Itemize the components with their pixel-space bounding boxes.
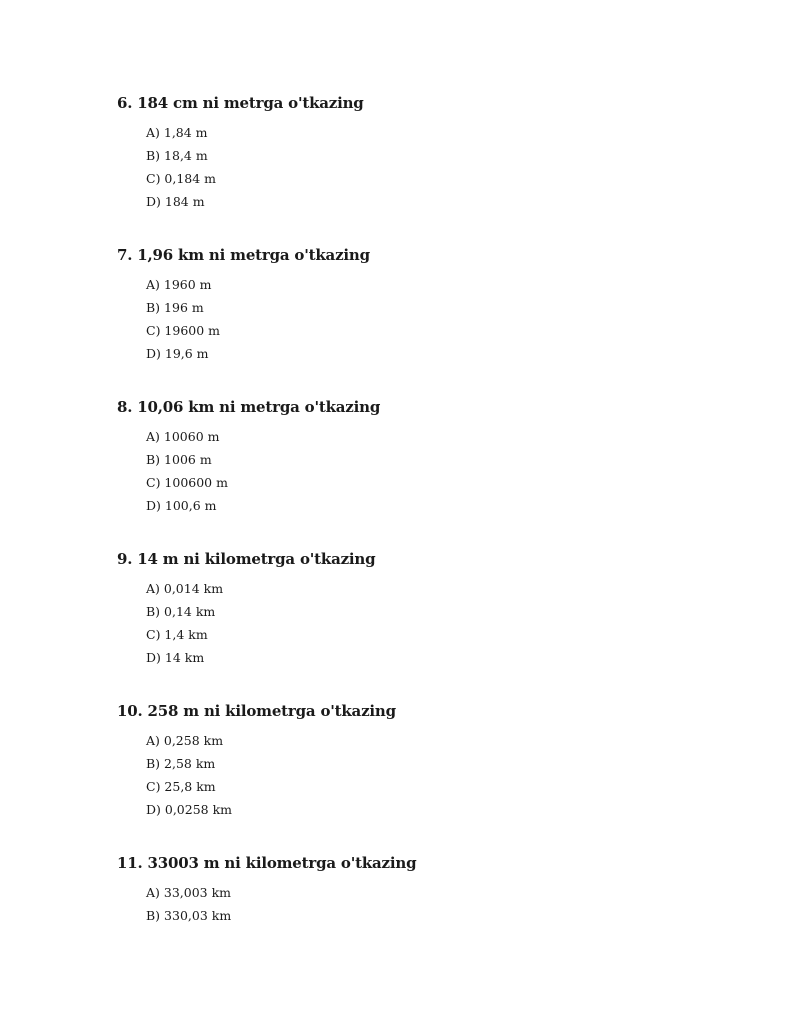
question-title: 11. 33003 m ni kilometrga o'tkazing bbox=[117, 854, 417, 872]
option-a: A) 1960 m bbox=[146, 277, 212, 292]
option-b: B) 330,03 km bbox=[146, 908, 232, 923]
option-d: D) 100,6 m bbox=[146, 498, 217, 513]
options-list bbox=[117, 729, 717, 821]
options-list bbox=[117, 273, 717, 365]
question-title: 6. 184 cm ni metrga o'tkazing bbox=[117, 94, 364, 112]
options-list bbox=[117, 577, 717, 669]
option-c: C) 1,4 km bbox=[146, 627, 208, 642]
option-b: B) 18,4 m bbox=[146, 148, 208, 163]
option-c: C) 0,184 m bbox=[146, 171, 217, 186]
option-b: B) 196 m bbox=[146, 300, 204, 315]
option-a: A) 10060 m bbox=[146, 429, 220, 444]
question-8 bbox=[117, 397, 717, 517]
question-title: 8. 10,06 km ni metrga o'tkazing bbox=[117, 398, 381, 416]
options-list bbox=[117, 425, 717, 517]
option-d: D) 0,0258 km bbox=[146, 802, 233, 817]
option-c: C) 100600 m bbox=[146, 475, 228, 490]
option-d: D) 19,6 m bbox=[146, 346, 209, 361]
question-7 bbox=[117, 245, 717, 365]
option-d: D) 184 m bbox=[146, 194, 205, 209]
option-a: A) 1,84 m bbox=[146, 125, 208, 140]
option-c: C) 25,8 km bbox=[146, 779, 216, 794]
question-9 bbox=[117, 549, 717, 669]
option-a: A) 0,014 km bbox=[146, 581, 224, 596]
option-c: C) 19600 m bbox=[146, 323, 221, 338]
question-10 bbox=[117, 701, 717, 821]
question-title: 10. 258 m ni kilometrga o'tkazing bbox=[117, 702, 396, 720]
option-d: D) 14 km bbox=[146, 650, 205, 665]
question-11 bbox=[117, 853, 717, 927]
question-title: 9. 14 m ni kilometrga o'tkazing bbox=[117, 550, 376, 568]
options-list bbox=[117, 881, 717, 927]
option-b: B) 2,58 km bbox=[146, 756, 216, 771]
option-b: B) 0,14 km bbox=[146, 604, 216, 619]
option-b: B) 1006 m bbox=[146, 452, 212, 467]
option-a: A) 0,258 km bbox=[146, 733, 224, 748]
question-title: 7. 1,96 km ni metrga o'tkazing bbox=[117, 246, 370, 264]
options-list bbox=[117, 121, 717, 213]
option-a: A) 33,003 km bbox=[146, 885, 232, 900]
question-6 bbox=[117, 93, 717, 213]
